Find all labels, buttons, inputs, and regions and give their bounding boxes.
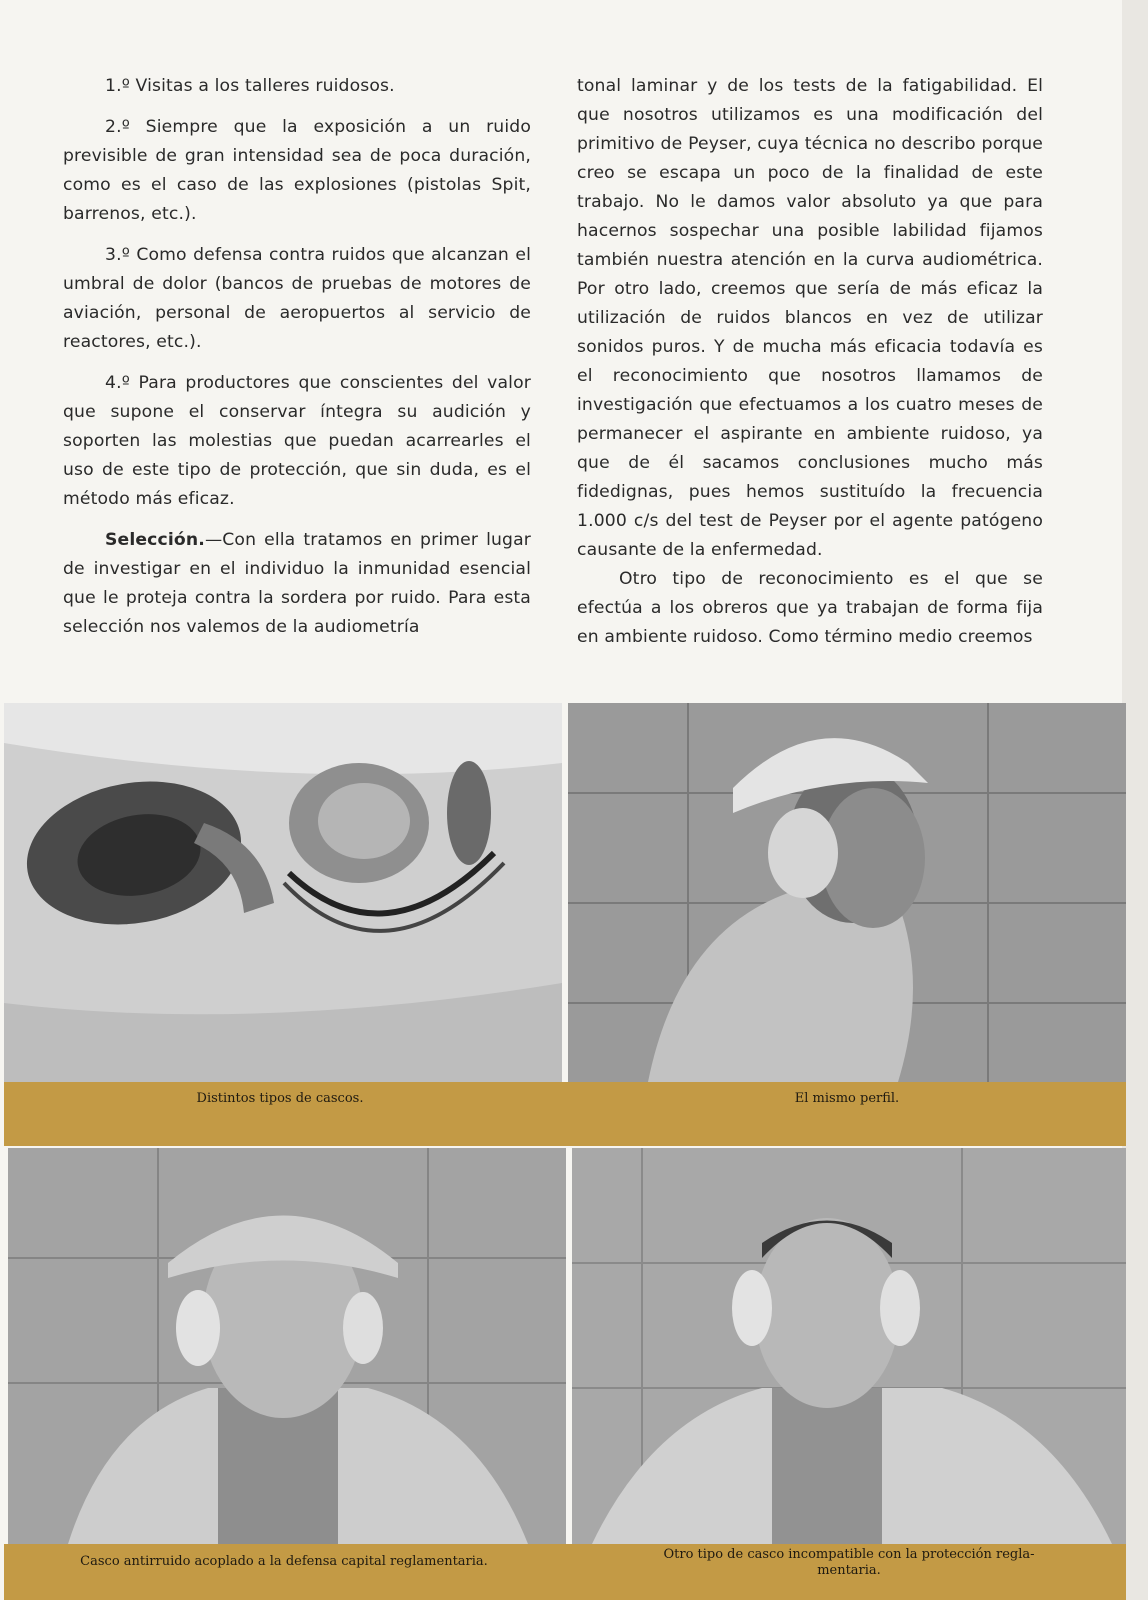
caption-bottom-left: Casco antirruido acoplado a la defensa capital reglamentaria.: [80, 1554, 488, 1569]
photo-profile: [568, 703, 1126, 1082]
caption-band-bottom: [4, 1544, 1126, 1600]
caption-band-top: [4, 1082, 1126, 1146]
right-paragraph-2: Otro tipo de reconocimiento es el que se efectúa a los obreros que ya trabajan de forma fija en ambiente ruidoso. Como término medio creemos: [577, 569, 1043, 647]
caption-bottom-right-2: mentaria.: [817, 1563, 881, 1578]
list-item-3: 3.º Como defensa contra ruidos que alcanzan el umbral de dolor (bancos de pruebas de motores de aviación, personal de aeropuertos al servicio de reactores, etc.).: [63, 245, 531, 352]
left-text-column: [63, 72, 531, 654]
selection-text: —Con ella tratamos en primer lugar de investigar en el individuo la inmunidad esencial que le proteja contra la sordera por ruido. Para esta selección nos valemos de la audiometría: [63, 530, 531, 637]
selection-paragraph: [63, 526, 531, 642]
list-item-4: 4.º Para productores que conscientes del valor que supone el conservar íntegra su audición y soporten las molestias que puedan acarrearles el uso de este tipo de protección, que sin duda, es el método más eficaz.: [63, 373, 531, 509]
caption-bottom-right-1: Otro tipo de casco incompatible con la protección regla-: [663, 1547, 1035, 1562]
right-text-column: [577, 72, 1043, 652]
list-item-2: 2.º Siempre que la exposición a un ruido previsible de gran intensidad sea de poca duración, como es el caso de las explosiones (pistolas Spit, barrenos, etc.).: [63, 117, 531, 224]
photo-ear-protectors: [4, 703, 562, 1082]
right-paragraph-1: tonal laminar y de los tests de la fatigabilidad. El que nosotros utilizamos es una modificación del primitivo de Peyser, cuya técnica no describo porque creo se escapa un poco de la finalidad de este trabajo. No le damos valor absoluto ya que para hacernos sospechar una posible labilidad fijamos también nuestra atención en la curva audiométrica. Por otro lado, creemos que sería de más eficaz la utilización de ruidos blancos en vez de utilizar sonidos puros. Y de mucha más eficacia todavía es el reconocimiento que nosotros llamamos de investigación que efectuamos a los cuatro meses de permanecer el aspirante en ambiente ruidoso, ya que de él sacamos conclusiones mucho más fidedignas, pues hemos sustituído la frecuencia 1.000 c/s del test de Peyser por el agente patógeno causante de la enfermedad.: [577, 76, 1043, 560]
list-item-1: 1.º Visitas a los talleres ruidosos.: [105, 76, 395, 96]
selection-heading: Selección.: [105, 530, 205, 550]
caption-top-right: El mismo perfil.: [794, 1091, 900, 1106]
photo-earmuffs-front: [572, 1148, 1126, 1544]
caption-top-left: Distintos tipos de cascos.: [196, 1091, 364, 1106]
photo-helmet-front: [8, 1148, 566, 1544]
